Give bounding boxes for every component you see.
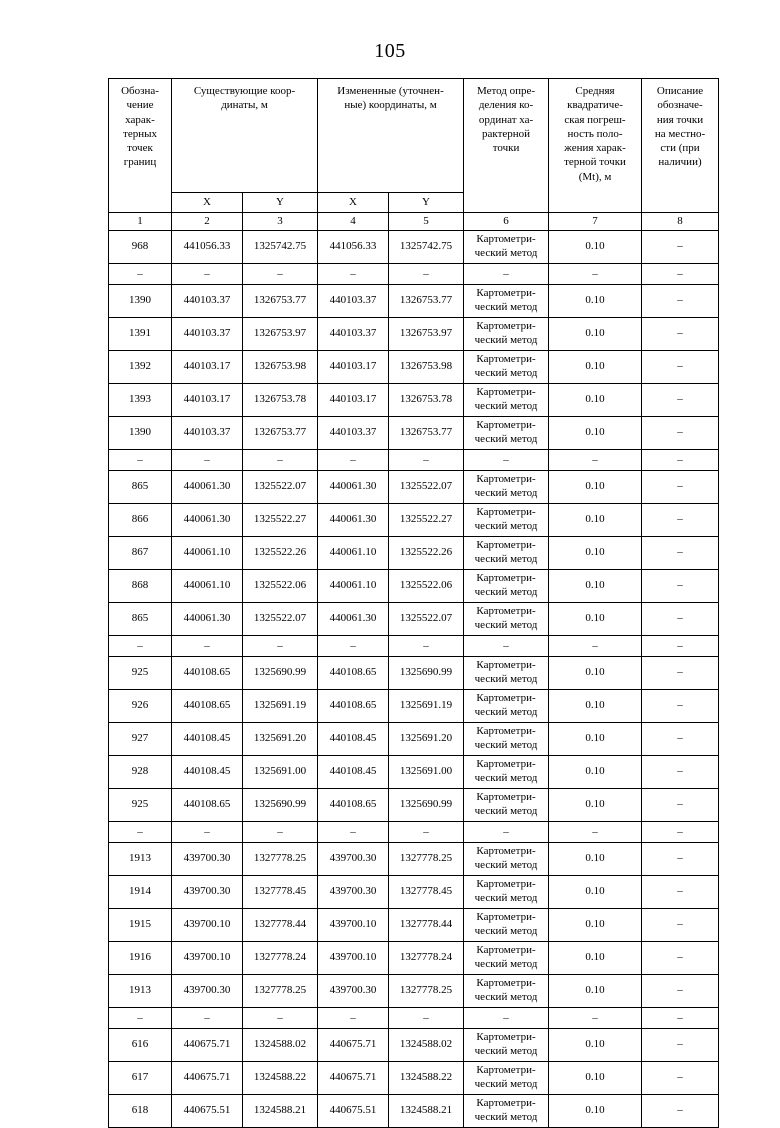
table-row [109, 657, 719, 690]
separator-cell: – [172, 1008, 243, 1029]
column-number: 1 [109, 213, 172, 231]
cell-existing-x: 440675.71 [172, 1029, 243, 1062]
cell-mt-error: 0.10 [549, 756, 642, 789]
cell-existing-y: 1325742.75 [243, 231, 318, 264]
cell-description: – [642, 789, 719, 822]
cell-method: Картометри- ческий метод [464, 417, 549, 450]
cell-changed-x: 440108.65 [318, 789, 389, 822]
separator-cell: – [172, 636, 243, 657]
cell-existing-x: 440103.17 [172, 384, 243, 417]
separator-cell: – [172, 822, 243, 843]
separator-cell: – [389, 450, 464, 471]
cell-existing-y: 1326753.98 [243, 351, 318, 384]
cell-method: Картометри- ческий метод [464, 504, 549, 537]
cell-existing-x: 439700.30 [172, 876, 243, 909]
cell-changed-y: 1325522.07 [389, 603, 464, 636]
cell-existing-y: 1326753.77 [243, 285, 318, 318]
cell-changed-y: 1326753.77 [389, 417, 464, 450]
cell-changed-y: 1325691.19 [389, 690, 464, 723]
table-row [109, 975, 719, 1008]
cell-changed-y: 1325690.99 [389, 789, 464, 822]
cell-mt-error: 0.10 [549, 1095, 642, 1128]
cell-existing-y: 1325522.07 [243, 603, 318, 636]
cell-changed-y: 1325522.26 [389, 537, 464, 570]
table-row [109, 570, 719, 603]
cell-method: Картометри- ческий метод [464, 690, 549, 723]
table-separator-row [109, 822, 719, 843]
cell-existing-x: 440061.10 [172, 570, 243, 603]
cell-existing-y: 1325690.99 [243, 657, 318, 690]
table-separator-row [109, 264, 719, 285]
cell-existing-y: 1325522.26 [243, 537, 318, 570]
table-separator-row [109, 1008, 719, 1029]
cell-point-number: 928 [109, 756, 172, 789]
cell-description: – [642, 843, 719, 876]
cell-existing-x: 440061.30 [172, 471, 243, 504]
cell-method: Картометри- ческий метод [464, 756, 549, 789]
cell-description: – [642, 318, 719, 351]
cell-method: Картометри- ческий метод [464, 603, 549, 636]
separator-cell: – [318, 636, 389, 657]
cell-existing-y: 1325691.19 [243, 690, 318, 723]
separator-cell: – [642, 822, 719, 843]
separator-cell: – [549, 264, 642, 285]
cell-changed-x: 440061.10 [318, 570, 389, 603]
cell-method: Картометри- ческий метод [464, 942, 549, 975]
cell-existing-x: 439700.30 [172, 975, 243, 1008]
cell-changed-x: 440103.37 [318, 285, 389, 318]
cell-point-number: 1913 [109, 975, 172, 1008]
separator-cell: – [318, 450, 389, 471]
separator-cell: – [243, 450, 318, 471]
cell-existing-y: 1324588.02 [243, 1029, 318, 1062]
table-row [109, 723, 719, 756]
cell-point-number: 867 [109, 537, 172, 570]
cell-description: – [642, 1029, 719, 1062]
cell-description: – [642, 975, 719, 1008]
cell-existing-x: 441056.33 [172, 231, 243, 264]
cell-point-number: 865 [109, 603, 172, 636]
cell-method: Картометри- ческий метод [464, 231, 549, 264]
table-row [109, 318, 719, 351]
cell-existing-y: 1325691.20 [243, 723, 318, 756]
separator-cell: – [243, 264, 318, 285]
cell-mt-error: 0.10 [549, 1062, 642, 1095]
cell-point-number: 1390 [109, 285, 172, 318]
column-number: 2 [172, 213, 243, 231]
cell-existing-x: 440103.37 [172, 318, 243, 351]
cell-changed-x: 439700.30 [318, 876, 389, 909]
cell-changed-y: 1326753.98 [389, 351, 464, 384]
separator-cell: – [243, 636, 318, 657]
cell-method: Картометри- ческий метод [464, 843, 549, 876]
separator-cell: – [549, 450, 642, 471]
table-row [109, 690, 719, 723]
cell-existing-x: 440675.71 [172, 1062, 243, 1095]
cell-existing-y: 1326753.78 [243, 384, 318, 417]
separator-cell: – [549, 1008, 642, 1029]
cell-point-number: 927 [109, 723, 172, 756]
cell-changed-x: 440061.10 [318, 537, 389, 570]
cell-method: Картометри- ческий метод [464, 876, 549, 909]
separator-cell: – [549, 636, 642, 657]
cell-mt-error: 0.10 [549, 690, 642, 723]
cell-existing-x: 440103.17 [172, 351, 243, 384]
table-row [109, 843, 719, 876]
cell-existing-y: 1327778.25 [243, 843, 318, 876]
cell-existing-x: 440108.65 [172, 789, 243, 822]
separator-cell: – [389, 264, 464, 285]
cell-existing-y: 1325522.27 [243, 504, 318, 537]
separator-cell: – [642, 264, 719, 285]
cell-existing-x: 439700.10 [172, 942, 243, 975]
cell-changed-x: 440103.37 [318, 318, 389, 351]
cell-changed-x: 439700.30 [318, 843, 389, 876]
cell-existing-y: 1326753.77 [243, 417, 318, 450]
cell-mt-error: 0.10 [549, 975, 642, 1008]
cell-description: – [642, 285, 719, 318]
table-row [109, 504, 719, 537]
cell-description: – [642, 657, 719, 690]
header-mean-square-error: Средняя квадратиче- ская погреш- ность поло- жения харак- терной точки (Mt), м [549, 79, 642, 213]
separator-cell: – [243, 822, 318, 843]
cell-point-number: 618 [109, 1095, 172, 1128]
cell-point-number: 868 [109, 570, 172, 603]
cell-mt-error: 0.10 [549, 657, 642, 690]
separator-cell: – [109, 264, 172, 285]
header-existing-coordinates: Существующие коор- динаты, м [172, 79, 318, 193]
cell-mt-error: 0.10 [549, 876, 642, 909]
separator-cell: – [318, 264, 389, 285]
cell-method: Картометри- ческий метод [464, 318, 549, 351]
separator-cell: – [109, 1008, 172, 1029]
cell-description: – [642, 231, 719, 264]
cell-existing-x: 439700.10 [172, 909, 243, 942]
cell-changed-x: 440675.71 [318, 1029, 389, 1062]
cell-changed-y: 1325742.75 [389, 231, 464, 264]
cell-existing-y: 1327778.44 [243, 909, 318, 942]
cell-mt-error: 0.10 [549, 417, 642, 450]
separator-cell: – [389, 636, 464, 657]
cell-changed-x: 440103.17 [318, 384, 389, 417]
cell-changed-x: 440108.45 [318, 756, 389, 789]
cell-point-number: 1916 [109, 942, 172, 975]
header-changed-y: Y [389, 193, 464, 213]
cell-point-number: 616 [109, 1029, 172, 1062]
cell-description: – [642, 570, 719, 603]
table-separator-row [109, 636, 719, 657]
cell-description: – [642, 603, 719, 636]
cell-changed-y: 1327778.24 [389, 942, 464, 975]
table-header [109, 79, 719, 231]
separator-cell: – [464, 1008, 549, 1029]
table-row [109, 789, 719, 822]
separator-cell: – [172, 264, 243, 285]
separator-cell: – [109, 450, 172, 471]
separator-cell: – [318, 1008, 389, 1029]
cell-description: – [642, 537, 719, 570]
cell-method: Картометри- ческий метод [464, 1095, 549, 1128]
cell-method: Картометри- ческий метод [464, 471, 549, 504]
cell-existing-y: 1325522.07 [243, 471, 318, 504]
cell-method: Картометри- ческий метод [464, 351, 549, 384]
column-number: 4 [318, 213, 389, 231]
cell-mt-error: 0.10 [549, 384, 642, 417]
cell-changed-y: 1327778.25 [389, 975, 464, 1008]
table-row [109, 909, 719, 942]
cell-changed-x: 440108.65 [318, 657, 389, 690]
cell-changed-y: 1326753.78 [389, 384, 464, 417]
cell-changed-y: 1325522.07 [389, 471, 464, 504]
cell-existing-y: 1324588.21 [243, 1095, 318, 1128]
cell-existing-x: 440108.65 [172, 657, 243, 690]
separator-cell: – [109, 636, 172, 657]
cell-description: – [642, 471, 719, 504]
cell-description: – [642, 690, 719, 723]
cell-mt-error: 0.10 [549, 1029, 642, 1062]
cell-changed-x: 440675.51 [318, 1095, 389, 1128]
table-row [109, 942, 719, 975]
table-body [109, 231, 719, 1128]
table-row [109, 1062, 719, 1095]
table-row [109, 285, 719, 318]
cell-changed-x: 440108.45 [318, 723, 389, 756]
table-row [109, 384, 719, 417]
table-row [109, 417, 719, 450]
cell-existing-y: 1327778.25 [243, 975, 318, 1008]
cell-changed-y: 1325690.99 [389, 657, 464, 690]
cell-description: – [642, 384, 719, 417]
cell-changed-x: 439700.30 [318, 975, 389, 1008]
header-determination-method: Метод опре- деления ко- ординат ха- рактерной точки [464, 79, 549, 213]
cell-changed-y: 1325522.06 [389, 570, 464, 603]
cell-changed-x: 440061.30 [318, 504, 389, 537]
cell-mt-error: 0.10 [549, 537, 642, 570]
header-row-titles [109, 79, 719, 193]
cell-point-number: 1392 [109, 351, 172, 384]
cell-existing-x: 440103.37 [172, 417, 243, 450]
cell-mt-error: 0.10 [549, 351, 642, 384]
column-number: 5 [389, 213, 464, 231]
cell-point-number: 926 [109, 690, 172, 723]
cell-changed-y: 1325691.00 [389, 756, 464, 789]
cell-description: – [642, 417, 719, 450]
cell-mt-error: 0.10 [549, 603, 642, 636]
separator-cell: – [243, 1008, 318, 1029]
cell-changed-x: 440061.30 [318, 471, 389, 504]
cell-changed-y: 1327778.25 [389, 843, 464, 876]
cell-description: – [642, 909, 719, 942]
header-point-description: Описание обозначе- ния точки на местно- сти (при наличии) [642, 79, 719, 213]
cell-method: Картометри- ческий метод [464, 384, 549, 417]
cell-existing-x: 439700.30 [172, 843, 243, 876]
column-number: 7 [549, 213, 642, 231]
cell-existing-y: 1324588.22 [243, 1062, 318, 1095]
cell-point-number: 1393 [109, 384, 172, 417]
cell-mt-error: 0.10 [549, 843, 642, 876]
cell-point-number: 866 [109, 504, 172, 537]
column-number: 8 [642, 213, 719, 231]
table-row [109, 1095, 719, 1128]
separator-cell: – [464, 822, 549, 843]
cell-existing-x: 440108.45 [172, 756, 243, 789]
cell-mt-error: 0.10 [549, 231, 642, 264]
cell-point-number: 1914 [109, 876, 172, 909]
cell-point-number: 865 [109, 471, 172, 504]
separator-cell: – [389, 822, 464, 843]
cell-description: – [642, 504, 719, 537]
cell-changed-x: 441056.33 [318, 231, 389, 264]
cell-existing-y: 1327778.45 [243, 876, 318, 909]
cell-description: – [642, 942, 719, 975]
separator-cell: – [642, 450, 719, 471]
cell-method: Картометри- ческий метод [464, 657, 549, 690]
cell-changed-y: 1324588.21 [389, 1095, 464, 1128]
cell-existing-x: 440061.30 [172, 603, 243, 636]
cell-point-number: 1391 [109, 318, 172, 351]
cell-existing-y: 1327778.24 [243, 942, 318, 975]
column-number: 3 [243, 213, 318, 231]
cell-description: – [642, 1062, 719, 1095]
table-row [109, 603, 719, 636]
header-existing-x: X [172, 193, 243, 213]
cell-point-number: 1913 [109, 843, 172, 876]
cell-point-number: 925 [109, 789, 172, 822]
cell-description: – [642, 723, 719, 756]
cell-changed-y: 1327778.45 [389, 876, 464, 909]
cell-point-number: 968 [109, 231, 172, 264]
header-changed-x: X [318, 193, 389, 213]
table-row [109, 537, 719, 570]
header-existing-y: Y [243, 193, 318, 213]
cell-changed-x: 440103.17 [318, 351, 389, 384]
cell-point-number: 617 [109, 1062, 172, 1095]
separator-cell: – [109, 822, 172, 843]
table-row [109, 1029, 719, 1062]
cell-changed-x: 439700.10 [318, 942, 389, 975]
cell-method: Картометри- ческий метод [464, 909, 549, 942]
cell-method: Картометри- ческий метод [464, 537, 549, 570]
cell-point-number: 1915 [109, 909, 172, 942]
cell-changed-y: 1325691.20 [389, 723, 464, 756]
separator-cell: – [172, 450, 243, 471]
table-row [109, 471, 719, 504]
cell-point-number: 1390 [109, 417, 172, 450]
table-row [109, 351, 719, 384]
separator-cell: – [464, 450, 549, 471]
separator-cell: – [464, 636, 549, 657]
cell-mt-error: 0.10 [549, 723, 642, 756]
cell-method: Картометри- ческий метод [464, 1062, 549, 1095]
cell-description: – [642, 876, 719, 909]
coordinates-table [108, 78, 719, 1128]
separator-cell: – [642, 636, 719, 657]
cell-changed-x: 440103.37 [318, 417, 389, 450]
cell-existing-y: 1326753.97 [243, 318, 318, 351]
cell-mt-error: 0.10 [549, 570, 642, 603]
cell-mt-error: 0.10 [549, 285, 642, 318]
header-point-designation: Обозна- чение харак- терных точек границ [109, 79, 172, 213]
table-row [109, 231, 719, 264]
cell-method: Картометри- ческий метод [464, 1029, 549, 1062]
cell-mt-error: 0.10 [549, 789, 642, 822]
cell-existing-x: 440103.37 [172, 285, 243, 318]
cell-existing-y: 1325522.06 [243, 570, 318, 603]
cell-changed-x: 439700.10 [318, 909, 389, 942]
cell-changed-y: 1324588.02 [389, 1029, 464, 1062]
cell-existing-x: 440108.45 [172, 723, 243, 756]
cell-changed-x: 440108.65 [318, 690, 389, 723]
separator-cell: – [642, 1008, 719, 1029]
cell-method: Картометри- ческий метод [464, 285, 549, 318]
table-row [109, 876, 719, 909]
cell-changed-y: 1326753.97 [389, 318, 464, 351]
cell-method: Картометри- ческий метод [464, 789, 549, 822]
separator-cell: – [389, 1008, 464, 1029]
separator-cell: – [318, 822, 389, 843]
table-row [109, 756, 719, 789]
cell-changed-y: 1325522.27 [389, 504, 464, 537]
cell-method: Картометри- ческий метод [464, 570, 549, 603]
header-row-numbering [109, 213, 719, 231]
cell-existing-y: 1325691.00 [243, 756, 318, 789]
cell-existing-x: 440675.51 [172, 1095, 243, 1128]
cell-existing-x: 440061.30 [172, 504, 243, 537]
cell-method: Картометри- ческий метод [464, 723, 549, 756]
cell-changed-y: 1324588.22 [389, 1062, 464, 1095]
page-number: 105 [374, 40, 406, 62]
cell-changed-y: 1326753.77 [389, 285, 464, 318]
separator-cell: – [464, 264, 549, 285]
separator-cell: – [549, 822, 642, 843]
cell-changed-y: 1327778.44 [389, 909, 464, 942]
cell-description: – [642, 1095, 719, 1128]
column-number: 6 [464, 213, 549, 231]
cell-existing-x: 440061.10 [172, 537, 243, 570]
cell-changed-x: 440675.71 [318, 1062, 389, 1095]
cell-mt-error: 0.10 [549, 471, 642, 504]
cell-point-number: 925 [109, 657, 172, 690]
cell-mt-error: 0.10 [549, 942, 642, 975]
table-separator-row [109, 450, 719, 471]
cell-mt-error: 0.10 [549, 504, 642, 537]
cell-mt-error: 0.10 [549, 318, 642, 351]
cell-method: Картометри- ческий метод [464, 975, 549, 1008]
cell-mt-error: 0.10 [549, 909, 642, 942]
cell-existing-x: 440108.65 [172, 690, 243, 723]
cell-description: – [642, 351, 719, 384]
cell-description: – [642, 756, 719, 789]
header-changed-coordinates: Измененные (уточнен- ные) координаты, м [318, 79, 464, 193]
cell-existing-y: 1325690.99 [243, 789, 318, 822]
cell-changed-x: 440061.30 [318, 603, 389, 636]
